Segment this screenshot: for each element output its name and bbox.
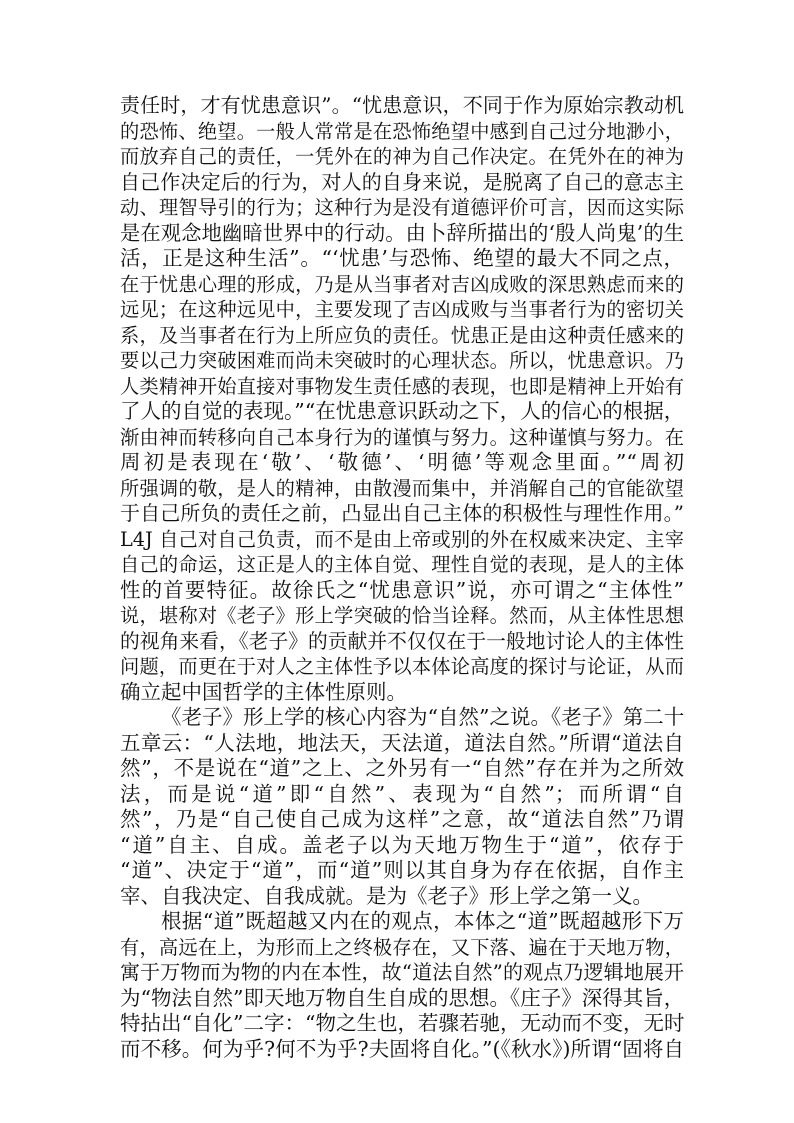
text-line: 自己作决定后的行为，对人的自身来说，是脱离了自己的意志主 [120, 169, 684, 194]
text-line: 是在观念地幽暗世界中的行动。由卜辞所描出的‘殷人尚鬼’的生 [120, 220, 684, 245]
text-line: 而不移。何为乎?何不为乎?夫固将自化。”(《秋水》)所谓“固将自 [120, 1036, 684, 1061]
text-line: L4J 自己对自己负责，而不是由上帝或别的外在权威来决定、主宰 [120, 527, 684, 551]
text-line: 确立起中国哲学的主体性原则。 [120, 679, 407, 704]
text-line: 五章云：“人法地，地法天，天法道，道法自然。”所谓“道法自 [120, 730, 684, 755]
text-line: 然”，不是说在“道”之上、之外另有一“自然”存在并为之所效 [120, 756, 684, 780]
text-line: 了人的自觉的表现。”“在忧患意识跃动之下，人的信心的根据， [120, 399, 684, 423]
text-line: 而放弃自己的责任，一凭外在的神为自己作决定。在凭外在的神为 [120, 145, 684, 168]
text-line: 的恐怖、绝望。一般人常常是在恐怖绝望中感到自己过分地渺小， [120, 119, 684, 143]
text-line: 问题，而更在于对人之主体性予以本体论高度的探讨与论证，从而 [120, 655, 684, 678]
text-line: 远见；在这种远见中，主要发现了吉凶成败与当事者行为的密切关 [120, 298, 684, 321]
text-line: 为“物法自然”即天地万物自生自成的思想。《庄子》深得其旨， [120, 985, 684, 1010]
text-line: 在于忧患心理的形成，乃是从当事者对吉凶成败的深思熟虑而来的 [120, 272, 684, 296]
text-line: 根据“道”既超越又内在的观点，本体之“道”既超越形下万 [161, 909, 684, 933]
body-text [120, 93, 684, 1062]
text-line: 自己的命运，这正是人的主体自觉、理性自觉的表现，是人的主体 [120, 553, 684, 576]
text-line: 系，及当事者在行为上所应负的责任。忧患正是由这种责任感来的 [120, 323, 684, 347]
text-line: 渐由神而转移向自己本身行为的谨慎与努力。这种谨慎与努力。在 [120, 425, 684, 449]
text-line: 特拈出“自化”二字：“物之生也，若骤若驰，无动而不变，无时 [120, 1011, 684, 1035]
text-line: 责任时，才有忧患意识”。“忧患意识，不同于作为原始宗教动机 [120, 93, 684, 117]
text-line: 寓于万物而为物的内在本性，故“道法自然”的观点乃逻辑地展开 [120, 960, 684, 984]
text-line: 活，正是这种生活”。“‘忧患’与恐怖、绝望的最大不同之点， [120, 246, 684, 270]
text-line: 宰、自我决定、自我成就。是为《老子》形上学之第一义。 [120, 883, 653, 908]
text-line: 所强调的敬，是人的精神，由散漫而集中，并消解自己的官能欲望 [120, 476, 684, 500]
text-line: 法，而是说“道”即“自然”、表现为“自然”；而所谓“自 [120, 781, 684, 806]
text-line: “道”、决定于“道”，而“道”则以其自身为存在依据，自作主 [120, 858, 684, 882]
text-line: 周初是表现在‘敬’、‘敬德’、‘明德’等观念里面。”“周初 [120, 450, 684, 474]
text-line: 的视角来看，《老子》的贡献并不仅仅在于一般地讨论人的主体性 [120, 629, 684, 653]
text-line: 于自己所负的责任之前，凸显出自己主体的积极性与理性作用。” [120, 501, 684, 525]
text-line: “道”自主、自成。盖老子以为天地万物生于“道”，依存于 [120, 832, 684, 857]
text-line: 说，堪称对《老子》形上学突破的恰当诠释。然而，从主体性思想 [120, 604, 684, 627]
text-line: 有，高远在上，为形而上之终极存在，又下落、遍在于天地万物， [120, 935, 684, 959]
text-line: 《老子》形上学的核心内容为“自然”之说。《老子》第二十 [161, 705, 684, 729]
text-line: 要以己力突破困难而尚未突破时的心理状态。所以，忧患意识。乃 [120, 349, 684, 372]
text-line: 人类精神开始直接对事物发生责任感的表现，也即是精神上开始有 [120, 374, 684, 398]
text-line: 性的首要特征。故徐氏之“忧患意识”说，亦可谓之“主体性” [120, 577, 684, 602]
text-line: 动、理智导引的行为；这种行为是没有道德评价可言，因而这实际 [120, 196, 684, 219]
text-line: 然”，乃是“自己使自己成为这样”之意，故“道法自然”乃谓 [120, 807, 684, 831]
